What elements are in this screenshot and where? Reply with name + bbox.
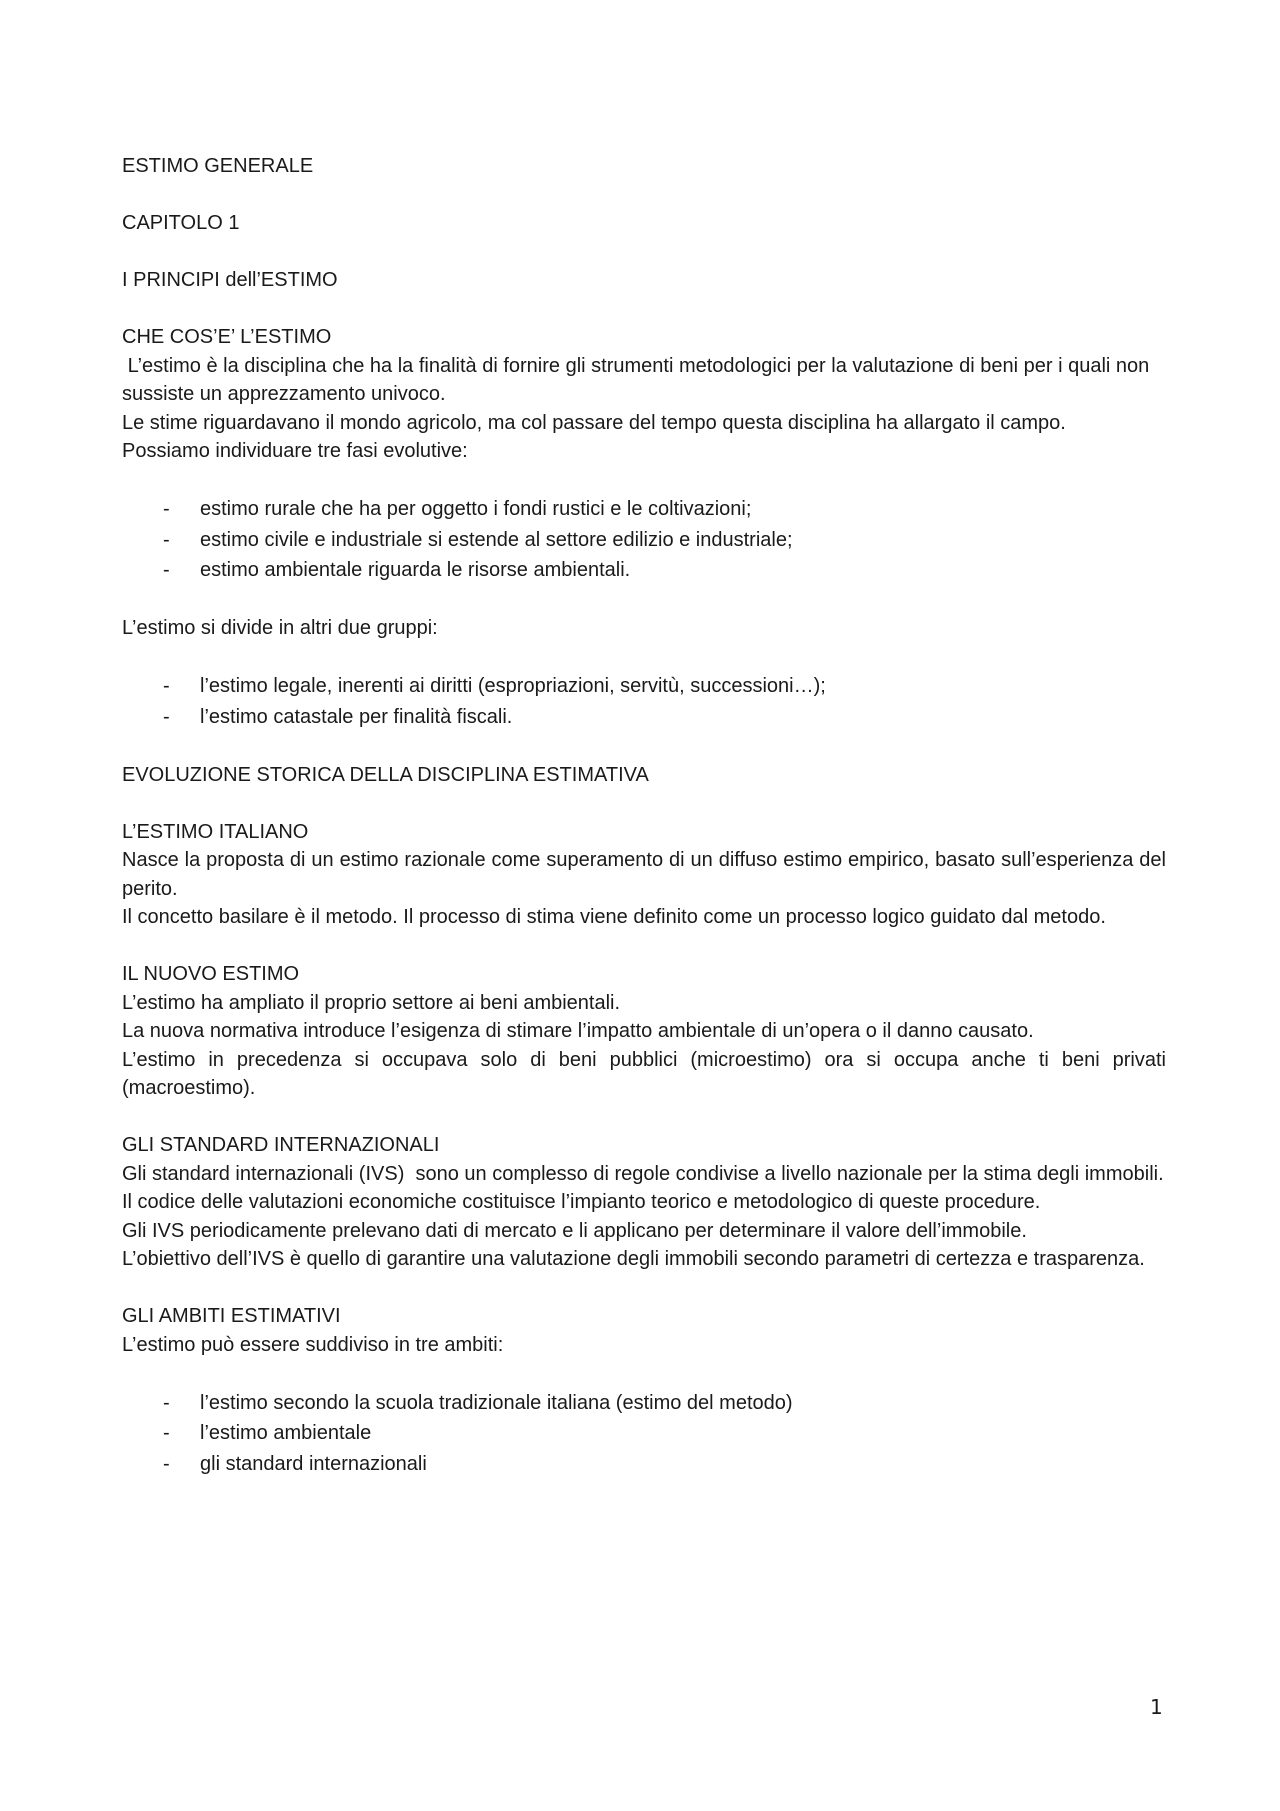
document-page xyxy=(122,152,1166,1479)
paragraph: Gli standard internazionali (IVS) sono un complesso di regole condivise a livello nazionale per la stima degli immobili. xyxy=(122,1162,1164,1185)
paragraph: La nuova normativa introduce l’esigenza di stimare l’impatto ambientale di un’opera o il danno causato. xyxy=(122,1020,1034,1042)
list-item xyxy=(122,702,1166,733)
paragraph: L’estimo è la disciplina che ha la finalità di fornire gli strumenti metodologici per la valutazione di beni per i quali non sussiste un apprezzamento univoco. xyxy=(122,354,1155,405)
list-gruppi xyxy=(122,671,1166,732)
list-fasi-evolutive xyxy=(122,494,1166,586)
list-item xyxy=(122,555,1166,586)
document-title: ESTIMO GENERALE xyxy=(122,155,314,177)
list-item-text: estimo rurale che ha per oggetto i fondi rustici e le coltivazioni; xyxy=(200,498,752,520)
list-item-text: l’estimo secondo la scuola tradizionale italiana (estimo del metodo) xyxy=(200,1391,793,1414)
section-heading-ambiti: GLI AMBITI ESTIMATIVI xyxy=(122,1305,341,1327)
list-ambiti xyxy=(122,1388,1166,1480)
list-item xyxy=(122,525,1166,556)
list-item xyxy=(122,1449,1166,1480)
list-item-text: gli standard internazionali xyxy=(200,1452,427,1475)
paragraph: Le stime riguardavano il mondo agricolo, ma col passare del tempo questa disciplina ha allargato il campo. xyxy=(122,411,1066,434)
paragraph: Gli IVS periodicamente prelevano dati di mercato e li applicano per determinare il valore dell’immobile. xyxy=(122,1219,1027,1242)
section-heading-evoluzione: EVOLUZIONE STORICA DELLA DISCIPLINA ESTIMATIVA xyxy=(122,763,649,786)
paragraph: L’obiettivo dell’IVS è quello di garantire una valutazione degli immobili secondo parametri di certezza e trasparenza. xyxy=(122,1248,1145,1270)
list-item-text: l’estimo legale, inerenti ai diritti (espropriazioni, servitù, successioni…); xyxy=(200,675,826,697)
paragraph: L’estimo in precedenza si occupava solo di beni pubblici (microestimo) ora si occupa anche ti beni privati (macroestimo). xyxy=(122,1048,1166,1099)
list-marker: - xyxy=(163,705,170,728)
list-item xyxy=(122,671,1166,702)
section-heading-che-cose: CHE COS’E’ L’ESTIMO xyxy=(122,326,332,348)
paragraph: Il concetto basilare è il metodo. Il processo di stima viene definito come un processo logico guidato dal metodo. xyxy=(122,906,1106,928)
list-marker: - xyxy=(163,1422,170,1444)
list-marker: - xyxy=(163,559,170,581)
section-heading-nuovo-estimo: IL NUOVO ESTIMO xyxy=(122,963,300,985)
list-marker: - xyxy=(163,1452,170,1475)
paragraph: Possiamo individuare tre fasi evolutive: xyxy=(122,440,468,462)
list-item xyxy=(122,494,1166,525)
paragraph: Il codice delle valutazioni economiche costituisce l’impianto teorico e metodologico di queste procedure. xyxy=(122,1191,1041,1213)
list-item-text: l’estimo ambientale xyxy=(200,1422,372,1444)
list-marker: - xyxy=(163,528,170,551)
list-marker: - xyxy=(163,498,170,520)
list-item xyxy=(122,1388,1166,1419)
chapter-title: I PRINCIPI dell’ESTIMO xyxy=(122,269,338,291)
paragraph: Nasce la proposta di un estimo razionale come superamento di un diffuso estimo empirico, basato sull’esperienza del perito. xyxy=(122,849,1166,900)
list-item xyxy=(122,1418,1166,1449)
list-item-text: estimo civile e industriale si estende al settore edilizio e industriale; xyxy=(200,528,793,551)
list-marker: - xyxy=(163,675,170,697)
section-heading-standard: GLI STANDARD INTERNAZIONALI xyxy=(122,1134,440,1156)
list-item-text: estimo ambientale riguarda le risorse ambientali. xyxy=(200,559,631,581)
list-item-text: l’estimo catastale per finalità fiscali. xyxy=(200,705,513,728)
section-heading-estimo-italiano: L’ESTIMO ITALIANO xyxy=(122,820,309,843)
paragraph: L’estimo può essere suddiviso in tre ambiti: xyxy=(122,1333,504,1356)
paragraph: L’estimo ha ampliato il proprio settore ai beni ambientali. xyxy=(122,991,621,1014)
chapter-label: CAPITOLO 1 xyxy=(122,212,240,234)
paragraph: L’estimo si divide in altri due gruppi: xyxy=(122,617,438,639)
page-number: 1 xyxy=(1150,1695,1163,1719)
list-marker: - xyxy=(163,1391,170,1414)
